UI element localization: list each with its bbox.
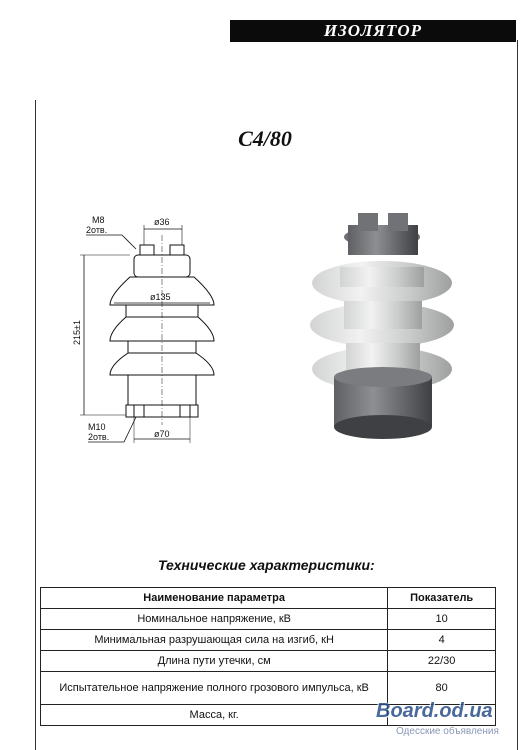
watermark [376, 700, 526, 744]
param-cell: Длина пути утечки, см [41, 651, 388, 672]
param-cell: Масса, кг. [41, 705, 388, 726]
watermark-main: Board.od.ua [376, 700, 493, 722]
bottom-diameter-label: ø70 [154, 429, 170, 439]
height-label: 215±1 [72, 320, 82, 345]
value-cell: 80 [388, 672, 496, 705]
table-row [41, 651, 496, 672]
value-cell: 10 [388, 609, 496, 630]
technical-drawing [70, 205, 250, 455]
table-row [41, 609, 496, 630]
insulator-photo [300, 205, 470, 465]
middle-diameter-label: ø135 [150, 292, 171, 302]
table-header-row [41, 588, 496, 609]
table-row [41, 630, 496, 651]
param-cell: Испытательное напряжение полного грозового импульса, кВ [41, 672, 388, 705]
value-cell: 4 [388, 630, 496, 651]
column-header-value: Показатель [388, 588, 496, 609]
param-cell: Минимальная разрушающая сила на изгиб, кН [41, 630, 388, 651]
column-header-param: Наименование параметра [41, 588, 388, 609]
bottom-bolt-label: M10 [88, 422, 106, 432]
model-title: C4/80 [238, 126, 292, 151]
param-cell: Номинальное напряжение, кВ [41, 609, 388, 630]
bottom-bolt-count: 2отв. [88, 432, 110, 442]
top-bolt-label: M8 [92, 215, 105, 225]
value-cell: 22/30 [388, 651, 496, 672]
header-title: ИЗОЛЯТОР [323, 21, 423, 40]
specs-heading: Технические характеристики: [158, 557, 375, 573]
header-bar [230, 20, 516, 42]
top-diameter-label: ø36 [154, 217, 170, 227]
watermark-sub: Одесские объявления [396, 726, 499, 737]
page-border-left [35, 100, 36, 750]
top-bolt-count: 2отв. [86, 225, 108, 235]
